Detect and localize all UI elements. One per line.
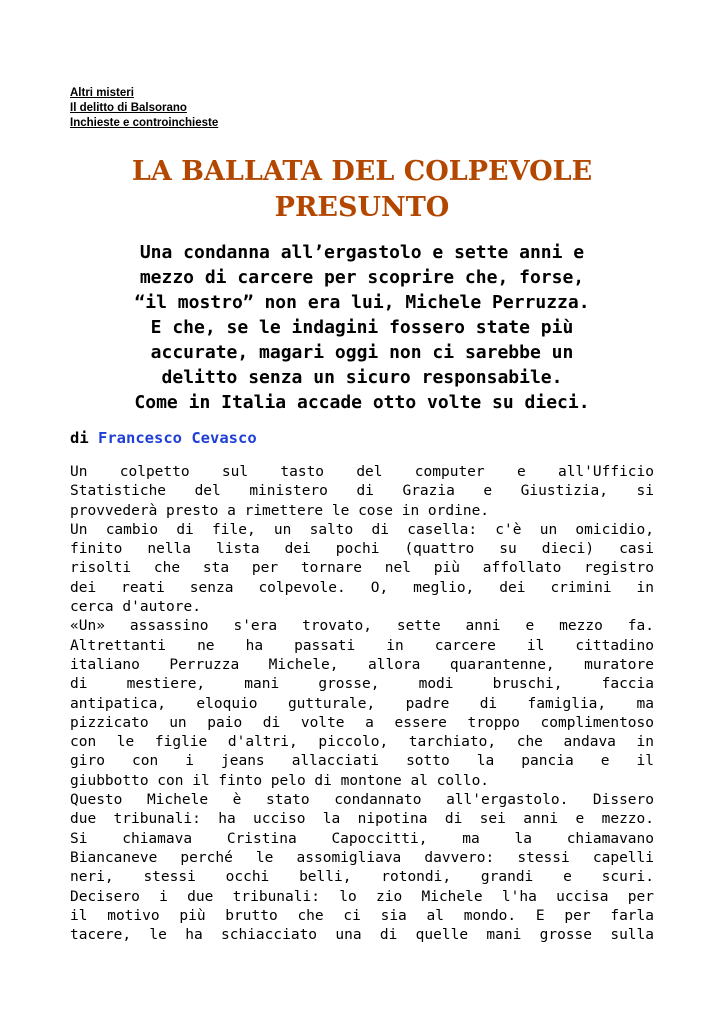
title-line: LA BALLATA DEL COLPEVOLE — [131, 156, 593, 187]
byline-prefix: di — [70, 429, 89, 447]
body-line: giubbotto con il finto pelo di montone al collo. — [70, 772, 490, 789]
body-line: risolti che sta per tornare nel più affollato registro — [70, 560, 654, 577]
body-line: pizzicato un paio di volte a essere troppo complimentoso — [70, 714, 654, 731]
article-title — [70, 154, 654, 226]
body-line: dei reati senza colpevole. O, meglio, dei crimini in — [70, 579, 654, 596]
body-line: Si chiamava Cristina Capoccitti, ma la chiamavano — [70, 830, 654, 847]
body-line: finito nella lista dei pochi (quattro su dieci) casi — [70, 541, 654, 558]
body-line: Altrettanti ne ha passati in carcere il cittadino — [70, 637, 654, 654]
body-line: antipatica, eloquio gutturale, padre di famiglia, ma — [70, 695, 654, 712]
body-line: Un cambio di file, un salto di casella: c'è un omicidio, — [70, 521, 654, 538]
body-line: neri, stessi occhi belli, rotondi, grandi e scuri. — [70, 869, 654, 886]
body-line: con le figlie d'altri, piccolo, tarchiato, che andava in — [70, 734, 654, 751]
breadcrumb-link-delitto-balsorano[interactable]: Il delitto di Balsorano — [70, 102, 187, 114]
subtitle-line: delitto senza un sicuro responsabile. — [161, 367, 563, 388]
body-line: Biancaneve perché le assomigliava davvero: stessi capelli — [70, 849, 654, 866]
article-subtitle — [70, 240, 654, 415]
title-line: PRESUNTO — [274, 192, 450, 223]
body-line: Un colpetto sul tasto del computer e all'Ufficio — [70, 464, 654, 480]
body-line: due tribunali: ha ucciso la nipotina di sei anni e mezzo. — [70, 811, 654, 828]
body-line: giro con i jeans allacciati sotto la pancia e il — [70, 753, 654, 770]
byline — [70, 428, 257, 448]
subtitle-line: mezzo di carcere per scoprire che, forse, — [139, 267, 585, 288]
body-line: cerca d'autore. — [70, 599, 201, 616]
subtitle-line: Una condanna all’ergastolo e sette anni e — [139, 242, 585, 263]
body-line: italiano Perruzza Michele, allora quarantenne, muratore — [70, 656, 654, 673]
subtitle-line: accurate, magari oggi non ci sarebbe un — [150, 342, 574, 363]
body-line: il motivo più brutto che ci sia al mondo. E per farla — [70, 907, 654, 924]
body-line: Decisero i due tribunali: lo zio Michele l'ha uccisa per — [70, 888, 654, 905]
body-line: tacere, le ha schiacciato una di quelle mani grosse sulla — [70, 927, 654, 944]
body-line: provvederà presto a rimettere le cose in ordine. — [70, 502, 490, 519]
body-line: «Un» assassino s'era trovato, sette anni e mezzo fa. — [70, 618, 654, 635]
body-line: Questo Michele è stato condannato all'ergastolo. Dissero — [70, 792, 654, 809]
subtitle-line: E che, se le indagini fossero state più — [150, 317, 574, 338]
body-line: di mestiere, mani grosse, modi bruschi, faccia — [70, 676, 654, 693]
breadcrumb-link-inchieste[interactable]: Inchieste e controinchieste — [70, 117, 219, 129]
subtitle-line: Come in Italia accade otto volte su dieci. — [134, 392, 590, 413]
author-name: Francesco Cevasco — [98, 429, 257, 447]
article-body — [70, 463, 654, 945]
subtitle-line: “il mostro” non era lui, Michele Perruzza. — [134, 292, 590, 313]
breadcrumb — [70, 86, 218, 131]
breadcrumb-link-altri-misteri[interactable]: Altri misteri — [70, 87, 134, 99]
body-line: Statistiche del ministero di Grazia e Giustizia, si — [70, 483, 654, 500]
